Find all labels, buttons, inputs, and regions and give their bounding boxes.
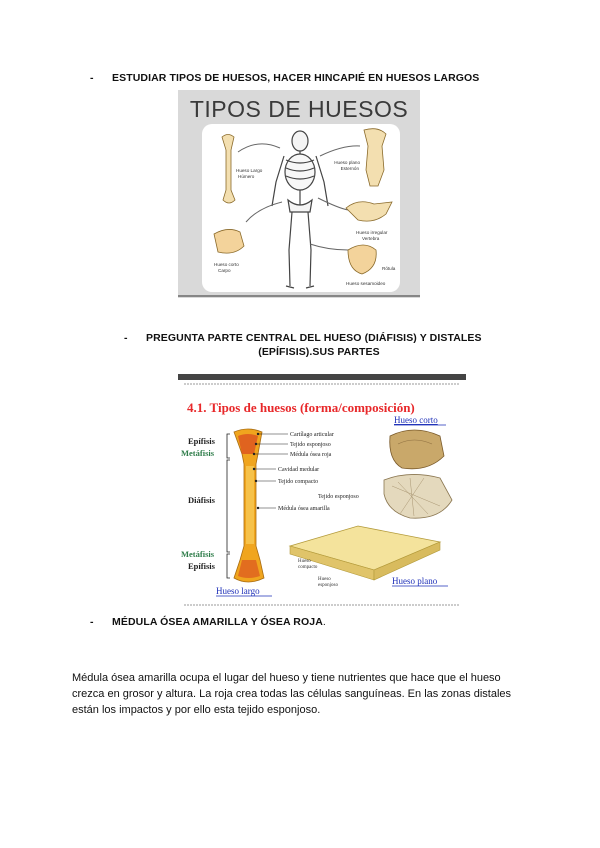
section2-heading-text-2: (EPÍFISIS).SUS PARTES xyxy=(258,346,380,358)
label-hueso-largo: Hueso Largo xyxy=(236,168,263,173)
part-medula-osea-roja: Médula ósea roja xyxy=(290,452,332,458)
section2-heading-line1 xyxy=(124,332,482,344)
label-hueso-corto: Hueso corto xyxy=(394,415,438,425)
section1-heading xyxy=(90,72,479,84)
plano-label-hueso-2: Hueso xyxy=(318,577,331,582)
section2-heading-text-1: PREGUNTA PARTE CENTRAL DEL HUESO (DIÁFISIS) Y DISTALES xyxy=(146,332,482,344)
section3-heading-suffix: . xyxy=(322,616,326,628)
region-diafisis: Diáfisis xyxy=(188,495,215,505)
region-epifisis-top: Epífisis xyxy=(188,436,215,446)
section1-heading-text: ESTUDIAR TIPOS DE HUESOS, HACER HINCAPIÉ EN HUESOS LARGOS xyxy=(112,72,480,84)
figure-tipos-de-huesos xyxy=(178,90,420,298)
region-metafisis-top: Metáfisis xyxy=(181,448,215,458)
section3-paragraph xyxy=(72,670,542,718)
label-esternon: Esternón xyxy=(340,166,359,171)
label-hueso-plano: Hueso plano xyxy=(334,160,360,165)
label-hueso-corto: Hueso corto xyxy=(214,262,239,267)
region-metafisis-bottom: Metáfisis xyxy=(181,549,215,559)
paragraph-line-1: Médula ósea amarilla ocupa el lugar del hueso y tiene nutrientes que hace que el hueso xyxy=(72,672,501,684)
figure-tipos-de-huesos-forma-svg xyxy=(178,374,466,610)
label-rotula: Rótula xyxy=(382,266,396,271)
section3-heading-text: MÉDULA ÓSEA AMARILLA Y ÓSEA ROJA xyxy=(112,616,323,628)
part-tejido-esponjoso: Tejido esponjoso xyxy=(290,442,331,448)
plano-label-hueso-1: Hueso xyxy=(298,559,311,564)
part-tejido-esponjoso-2: Tejido esponjoso xyxy=(318,494,359,500)
label-carpo: Carpo xyxy=(218,268,231,273)
part-cartilago-articular: Cartílago articular xyxy=(290,432,334,438)
label-hueso-sesamoideo: Hueso sesamoideo xyxy=(346,281,386,286)
paragraph-line-3: están los impactos y por ello esta tejido esponjoso. xyxy=(72,704,321,716)
label-vertebra: Vertebra xyxy=(362,236,380,241)
carpal-illustration xyxy=(214,229,244,253)
section3-heading xyxy=(90,616,326,628)
plano-label-compacto: compacto xyxy=(298,565,318,570)
section2-heading-line2 xyxy=(0,346,600,358)
bullet-dash: - xyxy=(90,616,94,628)
label-hueso-irregular: Hueso irregular xyxy=(356,230,388,235)
figure-tipos-de-huesos-forma xyxy=(178,374,466,610)
figure-tipos-de-huesos-svg xyxy=(178,90,420,298)
bullet-dash: - xyxy=(124,332,128,344)
plano-label-esponjoso: esponjoso xyxy=(318,583,338,588)
figure2-title: 4.1. Tipos de huesos (forma/composición) xyxy=(187,400,415,415)
region-epifisis-bottom: Epífisis xyxy=(188,561,215,571)
label-hueso-largo: Hueso largo xyxy=(216,586,260,596)
part-medula-osea-amarilla: Médula ósea amarilla xyxy=(278,506,330,512)
paragraph-line-2: crezca en grosor y altura. La roja crea todas las células sanguíneas. En las zonas distales xyxy=(72,688,512,700)
bullet-dash: - xyxy=(90,72,94,84)
part-tejido-compacto: Tejido compacto xyxy=(278,479,319,485)
part-cavidad-medular: Cavidad medular xyxy=(278,467,320,473)
label-humero: Húmero xyxy=(238,174,255,179)
label-hueso-plano: Hueso plano xyxy=(392,576,438,586)
figure1-title: TIPOS DE HUESOS xyxy=(189,96,409,122)
